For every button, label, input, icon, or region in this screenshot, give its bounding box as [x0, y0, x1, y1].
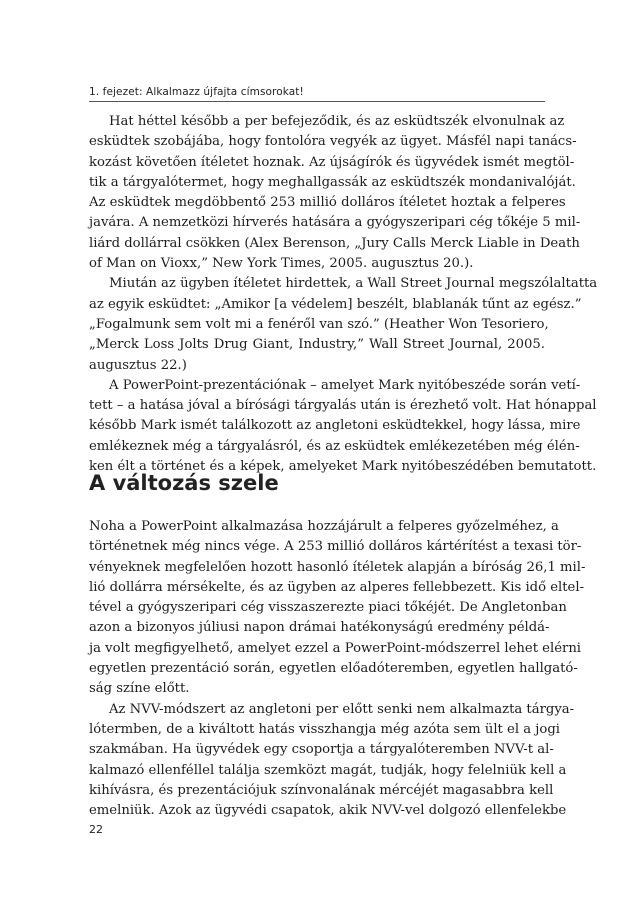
text-line: szakmában. Ha ügyvédek egy csoportja a tárgyalóteremben NVV-t al- — [89, 742, 554, 758]
text-line: of Man on Vioxx,” New York Times, 2005. augusztus 20.). — [89, 256, 474, 272]
text-line: ság színe előtt. — [89, 681, 190, 697]
text-line: kalmazó ellenféllel találja szemközt magát, tudják, hogy felelniük kell a — [89, 762, 567, 778]
text-line: vényeknek megfelelően hozott hasonló ítéletek alapján a bíróság 26,1 mil- — [89, 559, 586, 575]
text-line: kozást követően ítéletet hoznak. Az újságírók és ügyvédek ismét megtöl- — [89, 154, 575, 170]
text-line: „Fogalmunk sem volt mi a fenéről van szó.” (Heather Won Tesoriero, — [89, 316, 549, 332]
text-line: liárd dollárral csökken (Alex Berenson, „Jury Calls Merck Liable in Death — [89, 235, 580, 251]
body-text-section — [89, 517, 586, 821]
text-line: egyetlen prezentáció során, egyetlen előadóteremben, egyetlen hallgató- — [89, 661, 578, 677]
text-line: tett – a hatása jóval a bírósági tárgyalás után is érezhető volt. Hat hónappal — [89, 398, 597, 414]
text-line: ja volt megfigyelhető, amelyet ezzel a PowerPoint-módszerrel lehet elérni — [89, 640, 582, 656]
text-line: az egyik esküdtet: „Amikor [a védelem] beszélt, blablanák tűnt az egész.” — [89, 296, 582, 312]
text-line: emelniük. Azok az ügyvédi csapatok, akik NVV-vel dolgozó ellenfelekbe — [89, 803, 567, 819]
text-line: „Merck Loss Jolts Drug Giant, Industry,” Wall Street Journal, 2005. — [89, 337, 545, 353]
text-line: tik a tárgyalótermet, hogy meghallgassák az esküdtszék mondanivalóját. — [89, 174, 576, 190]
section-heading: A változás szele — [89, 471, 279, 495]
text-line: A PowerPoint-prezentációnak – amelyet Mark nyitóbeszéde során vetí- — [109, 377, 581, 393]
text-line: Miután az ügyben ítéletet hirdettek, a Wall Street Journal megszólaltatta — [109, 276, 598, 292]
text-line: kihívásra, és prezentációjuk színvonalának mércéjét magasabbra kell — [89, 782, 554, 798]
text-line: lótermben, de a kiváltott hatás visszhangja még azóta sem ült el a jogi — [89, 721, 560, 737]
text-line: emlékeznek még a tárgyalásról, és az esküdtek emlékezetében még élén- — [89, 438, 580, 454]
text-line: azon a bizonyos júliusi napon drámai hatékonyságú eredmény példá- — [89, 620, 550, 636]
text-line: Az NVV-módszert az angletoni per előtt senki nem alkalmazta tárgya- — [109, 701, 575, 717]
page-number: 22 — [89, 823, 103, 836]
text-line: ken élt a történet és a képek, amelyeket Mark nyitóbeszédében bemutatott. — [89, 459, 597, 475]
text-line: Az esküdtek megdöbbentő 253 millió dolláros ítéletet hoztak a felperes — [89, 195, 566, 211]
text-line: tével a gyógyszeripari cég visszaszerezte piaci tőkéjét. De Angletonban — [89, 600, 567, 616]
body-text-top — [89, 112, 598, 477]
text-line: később Mark ismét találkozott az angletoni esküdtekkel, hogy lássa, mire — [89, 418, 581, 434]
text-line: Noha a PowerPoint alkalmazása hozzájárult a felperes győzelméhez, a — [89, 519, 559, 534]
text-line: lió dollárra mérsékelte, és az ügyben az alperes fellebbezett. Kis idő eltel- — [89, 579, 585, 595]
text-line: esküdtek szobájába, hogy fontolóra vegyék az ügyet. Másfél napi tanács- — [89, 134, 577, 150]
text-line: történetnek még nincs vége. A 253 millió dolláros kártérítést a texasi tör- — [89, 539, 582, 555]
text-line: Hat héttel később a per befejeződik, és az esküdtszék elvonulnak az — [109, 114, 565, 129]
text-line: augusztus 22.) — [89, 357, 187, 373]
running-head: 1. fejezet: Alkalmazz újfajta címsorokat! — [89, 86, 545, 102]
text-line: javára. A nemzetközi hírverés hatására a gyógyszeripari cég tőkéje 5 mil- — [89, 215, 581, 231]
